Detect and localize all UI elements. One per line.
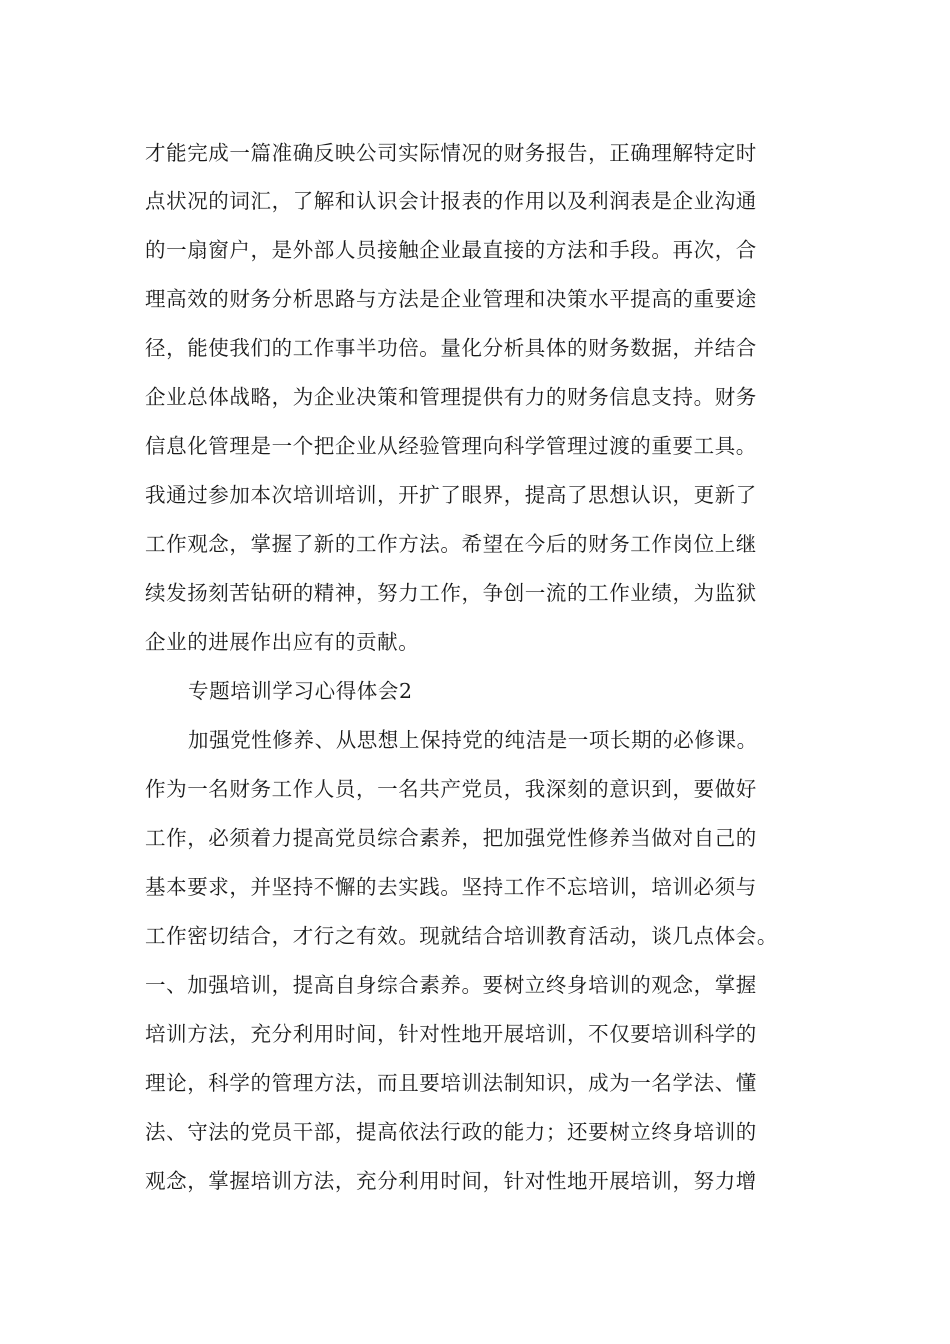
paragraph-line: 理论，科学的管理方法，而且要培训法制知识，成为一名学法、懂	[145, 1071, 757, 1095]
paragraph-line: 径，能使我们的工作事半功倍。量化分析具体的财务数据，并结合	[145, 336, 757, 360]
paragraph-line: 才能完成一篇准确反映公司实际情况的财务报告，正确理解特定时	[145, 141, 757, 165]
paragraph-line: 作为一名财务工作人员，一名共产党员，我深刻的意识到，要做好	[145, 777, 757, 801]
paragraph-line: 理高效的财务分析思路与方法是企业管理和决策水平提高的重要途	[145, 287, 757, 311]
paragraph-line: 法、守法的党员干部，提高依法行政的能力；还要树立终身培训的	[145, 1120, 757, 1144]
paragraph-line: 工作密切结合，才行之有效。现就结合培训教育活动，谈几点体会。	[145, 924, 778, 948]
paragraph-line: 工作，必须着力提高党员综合素养，把加强党性修养当做对自己的	[145, 826, 757, 850]
paragraph-line: 工作观念，掌握了新的工作方法。希望在今后的财务工作岗位上继	[145, 532, 757, 556]
section-heading: 专题培训学习心得体会2	[188, 679, 413, 703]
paragraph-line: 观念，掌握培训方法，充分利用时间，针对性地开展培训，努力增	[145, 1169, 757, 1193]
paragraph-line: 信息化管理是一个把企业从经验管理向科学管理过渡的重要工具。	[145, 434, 757, 458]
paragraph-line: 续发扬刻苦钻研的精神，努力工作，争创一流的工作业绩，为监狱	[145, 581, 757, 605]
paragraph-line: 基本要求，并坚持不懈的去实践。坚持工作不忘培训，培训必须与	[145, 875, 757, 899]
paragraph-line: 企业的进展作出应有的贡献。	[145, 630, 420, 654]
paragraph-line: 培训方法，充分利用时间，针对性地开展培训，不仅要培训科学的	[145, 1022, 757, 1046]
paragraph-line: 一、加强培训，提高自身综合素养。要树立终身培训的观念，掌握	[145, 973, 757, 997]
paragraph-line: 点状况的词汇，了解和认识会计报表的作用以及利润表是企业沟通	[145, 189, 757, 213]
paragraph-line: 加强党性修养、从思想上保持党的纯洁是一项长期的必修课。	[188, 728, 758, 752]
paragraph-line: 企业总体战略，为企业决策和管理提供有力的财务信息支持。财务	[145, 385, 757, 409]
paragraph-line: 的一扇窗户，是外部人员接触企业最直接的方法和手段。再次，合	[145, 238, 757, 262]
paragraph-line: 我通过参加本次培训培训，开扩了眼界，提高了思想认识，更新了	[145, 483, 757, 507]
